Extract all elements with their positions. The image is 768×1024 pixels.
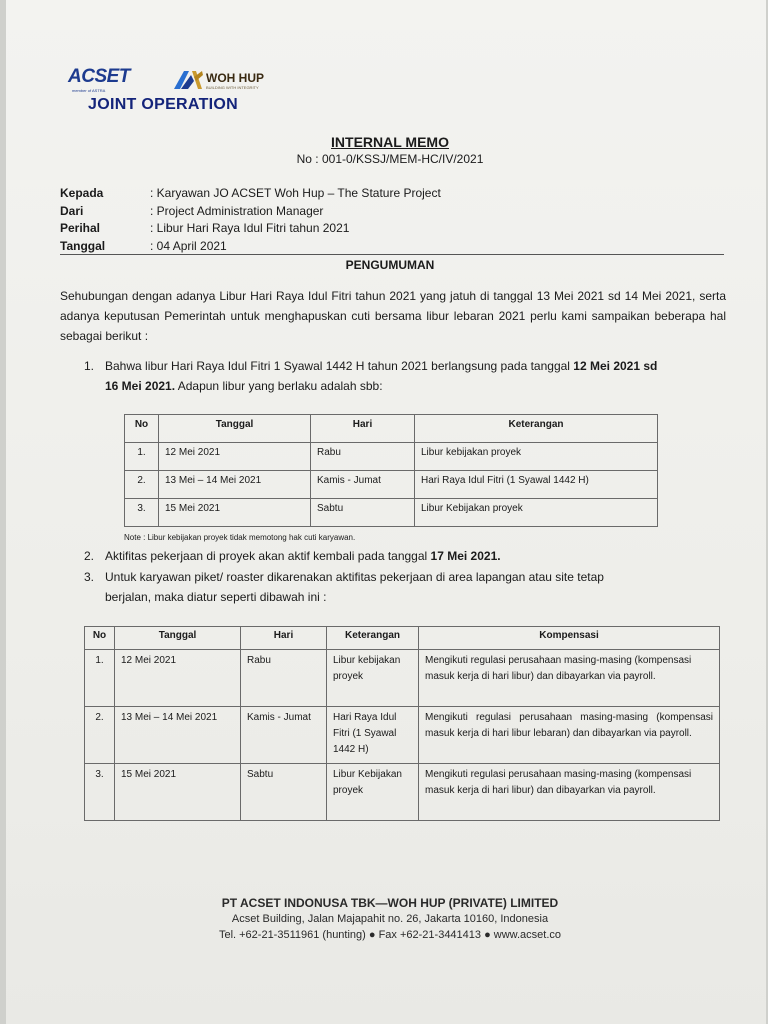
logo-mark-icon bbox=[172, 67, 204, 91]
table-row bbox=[125, 499, 658, 527]
column-header: Hari bbox=[311, 415, 415, 443]
table-header-row bbox=[85, 627, 720, 650]
table-row bbox=[125, 443, 658, 471]
bold-date: 16 Mei 2021. bbox=[105, 379, 176, 393]
list-number: 1. bbox=[84, 359, 95, 373]
field-value: : Project Administration Manager bbox=[150, 203, 324, 218]
memo-title: INTERNAL MEMO bbox=[331, 134, 449, 150]
table-cell: 15 Mei 2021 bbox=[159, 499, 311, 527]
field-value: : Karyawan JO ACSET Woh Hup – The Stature Project bbox=[150, 186, 441, 200]
compensation-table bbox=[84, 626, 720, 821]
table-row bbox=[85, 707, 720, 764]
column-header: Kompensasi bbox=[419, 627, 720, 650]
intro-paragraph: Sehubungan dengan adanya Libur Hari Raya Idul Fitri tahun 2021 yang jatuh di tanggal 13 Mei 2021 sd 14 Mei 2021, serta adanya keputusan Pemerintah untuk menghapuskan cuti bersama libur lebaran 2021 perlu kami sampaikan beberapa hal sebagai berikut : bbox=[60, 289, 726, 343]
table-cell: Libur kebijakan proyek bbox=[327, 650, 419, 707]
acset-tagline: member of ASTRA bbox=[72, 88, 106, 93]
field-value: : 04 April 2021 bbox=[150, 238, 227, 253]
company-logo bbox=[68, 66, 278, 116]
table-cell: 2. bbox=[125, 471, 159, 499]
column-header: Hari bbox=[241, 627, 327, 650]
footer-company: PT ACSET INDONUSA TBK—WOH HUP (PRIVATE) LIMITED bbox=[221, 896, 559, 910]
table-cell: 3. bbox=[85, 764, 115, 821]
footer-contact: Tel. +62-21-3511961 (hunting) ● Fax +62-21-3441413 ● www.acset.co bbox=[218, 929, 562, 941]
table-cell: Mengikuti regulasi perusahaan masing-masing (kompensasi masuk kerja di hari libur) dan dibayarkan via payroll. bbox=[419, 650, 720, 707]
bold-date: 12 Mei 2021 sd bbox=[573, 359, 658, 373]
field-label: Dari bbox=[60, 203, 84, 218]
list-text-line bbox=[105, 546, 501, 566]
table-row bbox=[125, 471, 658, 499]
table-cell: Mengikuti regulasi perusahaan masing-masing (kompensasi masuk kerja di hari libur lebaran) dan dibayarkan via payroll. bbox=[419, 707, 720, 764]
column-header: Keterangan bbox=[415, 415, 658, 443]
column-header: Keterangan bbox=[327, 627, 419, 650]
table-cell: Libur Kebijakan proyek bbox=[415, 499, 658, 527]
table-cell: 3. bbox=[125, 499, 159, 527]
acset-logo-text: ACSET bbox=[68, 66, 130, 87]
column-header: Tanggal bbox=[159, 415, 311, 443]
table-cell: Kamis - Jumat bbox=[311, 471, 415, 499]
table-header-row bbox=[125, 415, 658, 443]
wohhup-logo-text: WOH HUP bbox=[206, 71, 264, 85]
list-text-line bbox=[105, 356, 657, 376]
table-cell: Kamis - Jumat bbox=[241, 707, 327, 764]
field-label: Tanggal bbox=[60, 238, 106, 253]
list-number: 2. bbox=[84, 549, 95, 563]
table-cell: 1. bbox=[125, 443, 159, 471]
field-label: Kepada bbox=[60, 186, 104, 200]
memo-number: No : 001-0/KSSJ/MEM-HC/IV/2021 bbox=[296, 152, 484, 166]
list-item-3 bbox=[84, 567, 724, 607]
table-cell: Hari Raya Idul Fitri (1 Syawal 1442 H) bbox=[327, 707, 419, 764]
table-cell: 15 Mei 2021 bbox=[115, 764, 241, 821]
text-part: Bahwa libur Hari Raya Idul Fitri 1 Syawal 1442 H tahun 2021 berlangsung pada tanggal bbox=[105, 359, 574, 373]
column-header: No bbox=[85, 627, 115, 650]
field-label: Perihal bbox=[60, 221, 101, 235]
table-cell: Libur kebijakan proyek bbox=[415, 443, 658, 471]
wohhup-tagline: BUILDING WITH INTEGRITY bbox=[206, 85, 259, 90]
list-text-line: berjalan, maka diatur seperti dibawah ini : bbox=[105, 590, 327, 604]
text-part: Aktifitas pekerjaan di proyek akan aktif kembali pada tanggal bbox=[105, 549, 431, 563]
table-cell: 13 Mei – 14 Mei 2021 bbox=[115, 707, 241, 764]
table-cell: Rabu bbox=[241, 650, 327, 707]
header-divider bbox=[60, 254, 724, 255]
table-cell: Libur Kebijakan proyek bbox=[327, 764, 419, 821]
table-cell: Mengikuti regulasi perusahaan masing-masing (kompensasi masuk kerja di hari libur) dan dibayarkan via payroll. bbox=[419, 764, 720, 821]
column-header: Tanggal bbox=[115, 627, 241, 650]
joint-operation-text: JOINT OPERATION bbox=[88, 96, 238, 113]
memo-page bbox=[6, 0, 766, 1024]
list-text-line bbox=[105, 376, 383, 396]
table-cell: 1. bbox=[85, 650, 115, 707]
text-part: Adapun libur yang berlaku adalah sbb: bbox=[175, 379, 383, 393]
table-note: Note : Libur kebijakan proyek tidak memotong hak cuti karyawan. bbox=[124, 533, 356, 542]
list-item-1 bbox=[84, 356, 724, 396]
field-value: : Libur Hari Raya Idul Fitri tahun 2021 bbox=[150, 221, 350, 235]
list-number: 3. bbox=[84, 570, 95, 584]
table-cell: 12 Mei 2021 bbox=[115, 650, 241, 707]
announcement-heading: PENGUMUMAN bbox=[345, 258, 435, 272]
table-cell: 2. bbox=[85, 707, 115, 764]
column-header: No bbox=[125, 415, 159, 443]
holiday-table bbox=[124, 414, 658, 527]
table-cell: Sabtu bbox=[311, 499, 415, 527]
list-text-line: Untuk karyawan piket/ roaster dikarenakan aktifitas pekerjaan di area lapangan atau site tetap bbox=[105, 570, 604, 584]
table-cell: Rabu bbox=[311, 443, 415, 471]
bold-date: 17 Mei 2021. bbox=[430, 549, 501, 563]
table-cell: 13 Mei – 14 Mei 2021 bbox=[159, 471, 311, 499]
list-item-2 bbox=[84, 546, 724, 566]
footer-address: Acset Building, Jalan Majapahit no. 26, Jakarta 10160, Indonesia bbox=[231, 913, 549, 925]
letterhead-footer bbox=[6, 895, 768, 943]
table-cell: 12 Mei 2021 bbox=[159, 443, 311, 471]
table-row bbox=[85, 764, 720, 821]
table-cell: Sabtu bbox=[241, 764, 327, 821]
table-row bbox=[85, 650, 720, 707]
table-cell: Hari Raya Idul Fitri (1 Syawal 1442 H) bbox=[415, 471, 658, 499]
